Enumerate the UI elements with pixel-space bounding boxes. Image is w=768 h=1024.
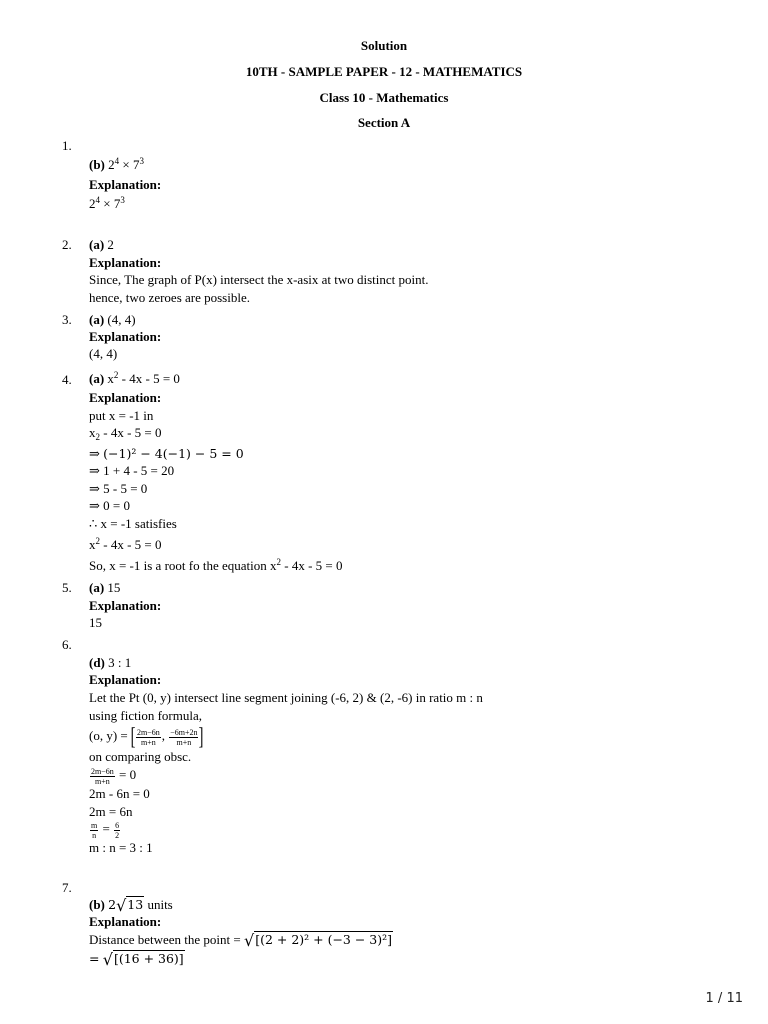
q5-explanation: 15 (89, 615, 102, 630)
question-number: 7. (62, 880, 72, 895)
explanation-label: Explanation: (89, 177, 162, 192)
question-number: 1. (62, 138, 72, 153)
q7-line: Distance between the point = √[(2 + 2)² + (−3 − 3)²] (89, 931, 393, 950)
q3-explanation: (4, 4) (89, 346, 118, 361)
question-number: 3. (62, 312, 72, 327)
explanation-label: Explanation: (89, 255, 162, 270)
question-number: 5. (62, 580, 72, 595)
fraction: $\frac{-6m+2n}{m+n}$ (170, 727, 198, 747)
question-number: 6. (62, 637, 72, 652)
sqrt: √13 (116, 896, 144, 915)
section-title: Section A (357, 115, 411, 130)
answer-option: (b) (89, 157, 105, 172)
paper-title: 10TH - SAMPLE PAPER - 12 - MATHEMATICS (245, 64, 523, 79)
q4-line: ⇒ 5 - 5 = 0 (89, 481, 148, 496)
q4-line: So, x = -1 is a root fo the equation $x^2 - 4x - 5 = 0$ (89, 557, 343, 573)
q1-explanation: $2^4 \times 7^3$ (89, 195, 125, 211)
explanation-label: Explanation: (89, 914, 162, 929)
explanation-label: Explanation: (89, 598, 162, 613)
q4-line: ⇒ 0 = 0 (89, 498, 130, 513)
fraction: $\frac{m}{n}$ (91, 820, 98, 840)
q4-line: ⇒ 1 + 4 - 5 = 20 (89, 463, 175, 478)
q6-line: using fiction formula, (89, 708, 203, 723)
q4-line: ⇒ (−1)² − 4(−1) − 5 = 0 (89, 446, 244, 461)
q7-line: = √[(16 + 36)] (89, 950, 184, 969)
fraction: $\frac{2m-6n}{m+n}$ (91, 766, 114, 786)
q6-line: $\frac{m}{n}$ = $\frac{6}{2}$ (91, 820, 120, 840)
q6-line: m : n = 3 : 1 (89, 840, 153, 855)
q6-formula: (o, y) = [ $\frac{2m-6n}{m+n}$ , $\frac{-6m+2n}{m+n}$ ] (89, 724, 204, 751)
solution-heading: Solution (360, 38, 408, 53)
answer-text: $2^4 \times 7^3$ (108, 156, 144, 172)
q4-line: $x_2 - 4x - 5 = 0$ (89, 425, 162, 442)
explanation-label: Explanation: (89, 672, 162, 687)
q2-line: hence, two zeroes are possible. (89, 290, 250, 305)
q6-answer: (d) 3 : 1 (89, 655, 132, 670)
q6-line: 2m = 6n (89, 804, 133, 819)
explanation-label: Explanation: (89, 390, 162, 405)
q1-answer (89, 157, 144, 173)
q4-line: $x^2 - 4x - 5 = 0$ (89, 536, 162, 552)
page-indicator: 1 / 11 (705, 991, 743, 1006)
sqrt: √[(2 + 2)² + (−3 − 3)²] (243, 931, 393, 950)
q4-line: put x = -1 in (89, 408, 154, 423)
class-title: Class 10 - Mathematics (319, 90, 449, 105)
question-number: 2. (62, 237, 72, 252)
q2-line: Since, The graph of P(x) intersect the x-asix at two distinct point. (89, 272, 429, 287)
q6-line: on comparing obsc. (89, 749, 192, 764)
q4-line: ∴ x = -1 satisfies (89, 516, 177, 531)
q6-line: Let the Pt (0, y) intersect line segment joining (-6, 2) & (2, -6) in ratio m : n (89, 690, 483, 705)
q5-answer: (a) 15 (89, 580, 121, 595)
q4-answer: (a) $x^2 - 4x - 5 = 0$ (89, 370, 180, 386)
q6-line: $\frac{2m-6n}{m+n}$ = 0 (91, 766, 137, 786)
question-number: 4. (62, 372, 72, 387)
q3-answer: (a) (4, 4) (89, 312, 136, 327)
q7-answer: (b) 2√13 units (89, 896, 173, 915)
q2-answer: (a) 2 (89, 237, 114, 252)
sqrt: √[(16 + 36)] (102, 950, 184, 969)
fraction: $\frac{6}{2}$ (115, 820, 120, 840)
fraction: $\frac{2m-6n}{m+n}$ (137, 727, 160, 747)
q6-line: 2m - 6n = 0 (89, 786, 150, 801)
explanation-label: Explanation: (89, 329, 162, 344)
